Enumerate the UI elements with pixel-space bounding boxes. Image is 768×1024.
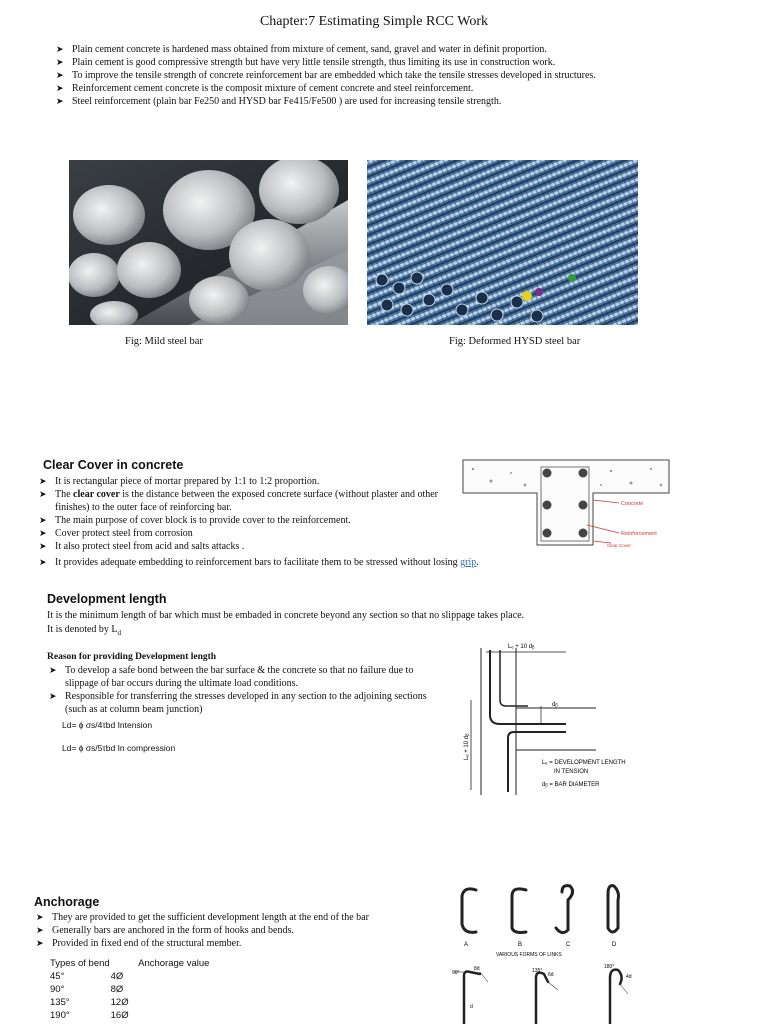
links-caption: VARIOUS FORMS OF LINKS (496, 952, 562, 958)
anchorage-table (50, 958, 250, 1023)
arrow-bullet-icon: ➤ (36, 925, 44, 935)
list-item: ➤ Generally bars are anchored in the form of hooks and bends. (36, 925, 294, 936)
db-label: dᵦ (552, 702, 558, 708)
top-dimension-label: Lₑ + 10 dᵦ (508, 644, 535, 650)
link-b-label: B (518, 942, 523, 948)
bar-d-label: d (470, 1004, 473, 1010)
arrow-bullet-icon: ➤ (56, 44, 64, 54)
list-item: ➤ The main purpose of cover block is to provide cover to the reinforcement. (39, 515, 351, 526)
hysd-steel-caption: Fig: Deformed HYSD steel bar (449, 336, 581, 347)
anchorage-bullet-list (34, 911, 434, 950)
clear-cover-heading: Clear Cover in concrete (43, 458, 184, 472)
list-item: ➤ Reinforcement cement concrete is the composit mixture of cement concrete and steel reinforcement. (56, 83, 474, 94)
legend-line-3: dᵦ = BAR DIAMETER (542, 782, 600, 788)
legend-line-2: IN TENSION (554, 769, 589, 775)
list-item: ➤ Cover protect steel from corrosion (39, 528, 193, 539)
tension-formula: Ld= ɸ σs/4τbd Intension (62, 720, 153, 730)
development-notation: It is denoted by $L_d$ (47, 624, 122, 637)
arrow-bullet-icon: ➤ (49, 665, 57, 675)
arrow-bullet-icon: ➤ (36, 938, 44, 948)
mild-steel-caption: Fig: Mild steel bar (125, 336, 203, 347)
clear-cover-diagram (461, 455, 671, 550)
hook-6d-label: 6d (548, 972, 554, 978)
list-item: ➤ To develop a safe bond between the bar surface & the concrete so that no failure due to slippage of bar occurs during the ultimate load conditions. (49, 665, 414, 689)
arrow-bullet-icon: ➤ (39, 528, 47, 538)
development-definition: It is the minimum length of bar which must be embaded in concrete beyond any section so that no slippage takes place. (47, 610, 525, 621)
arrow-bullet-icon: ➤ (56, 83, 64, 93)
link-c-label: C (566, 942, 571, 948)
list-item: ➤ To improve the tensile strength of concrete reinforcement bar are embedded which take the tensile stresses developed in structures. (56, 70, 596, 81)
clear-cover-label: Clear Cover (607, 543, 632, 548)
arrow-bullet-icon: ➤ (56, 96, 64, 106)
compression-formula: Ld= ɸ σs/5τbd In compression (62, 743, 176, 753)
table-row: 135° 12Ø (50, 997, 129, 1008)
clear-cover-bullet-list-cont (37, 556, 557, 569)
list-item: ➤ Plain cement is good compressive strength but have very little tensile strength, thus limiting its use in construction work. (56, 57, 556, 68)
arrow-bullet-icon: ➤ (39, 515, 47, 525)
links-diagram (440, 878, 650, 1024)
development-length-heading: Development length (47, 592, 167, 606)
arrow-bullet-icon: ➤ (36, 912, 44, 922)
table-row: 90° 8Ø (50, 984, 124, 995)
reinforcement-label: Reinforcement (621, 531, 657, 537)
concrete-label: Concrete (621, 501, 644, 507)
table-header: Types of bend Anchorage value (50, 958, 210, 969)
hook-4d-label: 4d (626, 974, 632, 980)
angle-90-label: 90° (452, 970, 460, 976)
arrow-bullet-icon: ➤ (39, 476, 47, 486)
list-item: ➤ Plain cement concrete is hardened mass obtained from mixture of cement, sand, gravel and water in definit proportion. (56, 44, 547, 55)
list-item: ➤ It also protect steel from acid and salts attacks . (39, 541, 245, 552)
list-item: ➤ It provides adequate embedding to reinforcement bars to facilitate them to be stressed without losing grip. (39, 557, 479, 568)
list-item: ➤ Responsible for transferring the stresses developed in any section to the adjoining sections (such as at column beam junction) (49, 691, 427, 715)
list-item: ➤ They are provided to get the sufficient development length at the end of the bar (36, 912, 369, 923)
link-d-label: D (612, 942, 617, 948)
table-row: 190° 16Ø (50, 1010, 129, 1021)
link-a-label: A (464, 942, 469, 948)
anchorage-heading: Anchorage (34, 895, 100, 909)
list-item: ➤ The clear cover is the distance between the exposed concrete surface (without plaster and other finishes) to the outer face of reinforcing bar. (39, 489, 438, 513)
clear-cover-bullet-list (37, 475, 447, 553)
list-item: ➤ Provided in fixed end of the structural member. (36, 938, 242, 949)
angle-135-label: 135° (532, 968, 543, 974)
arrow-bullet-icon: ➤ (39, 557, 47, 567)
hysd-steel-bar-photo (367, 160, 638, 325)
angle-180-label: 180° (604, 964, 615, 970)
mild-steel-bar-photo (69, 160, 348, 325)
arrow-bullet-icon: ➤ (56, 57, 64, 67)
list-item: ➤ Steel reinforcement (plain bar Fe250 and HYSD bar Fe415/Fe500 ) are used for increasing tensile strength. (56, 96, 502, 107)
arrow-bullet-icon: ➤ (56, 70, 64, 80)
development-length-diagram (456, 640, 656, 800)
arrow-bullet-icon: ➤ (39, 489, 47, 499)
page-title: Chapter:7 Estimating Simple RCC Work (259, 14, 489, 29)
grip-link[interactable]: grip (460, 557, 477, 568)
table-row: 45° 4Ø (50, 971, 124, 982)
reason-heading: Reason for providing Development length (47, 652, 217, 662)
arrow-bullet-icon: ➤ (39, 541, 47, 551)
left-dimension-label: Lₑ + 10 dᵦ (464, 733, 470, 760)
arrow-bullet-icon: ➤ (49, 691, 57, 701)
hook-8d-label: 8d (474, 966, 480, 972)
legend-line-1: Lₑ = DEVELOPMENT LENGTH (542, 760, 626, 766)
development-bullet-list (47, 664, 449, 716)
intro-bullet-list (54, 43, 599, 108)
list-item: ➤ It is rectangular piece of mortar prepared by 1:1 to 1:2 proportion. (39, 476, 320, 487)
